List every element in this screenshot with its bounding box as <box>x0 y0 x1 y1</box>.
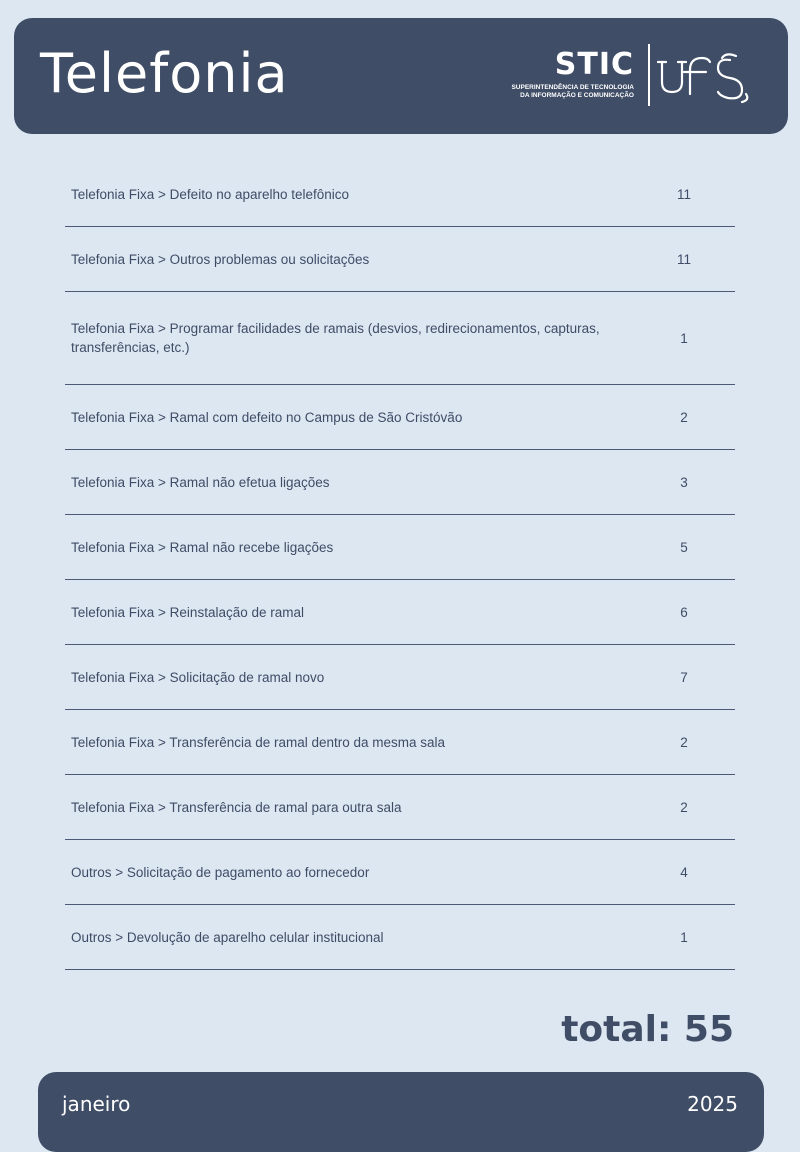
row-count: 2 <box>680 799 688 815</box>
table-row <box>65 905 735 970</box>
row-count: 11 <box>676 251 691 267</box>
stic-ufs-logo <box>511 42 760 108</box>
row-count: 3 <box>680 474 688 490</box>
header-banner <box>14 18 788 134</box>
row-label: Telefonia Fixa > Outros problemas ou solicitações <box>71 251 370 267</box>
logo-stic-text: STIC <box>554 47 634 82</box>
row-label: Telefonia Fixa > Transferência de ramal para outra sala <box>71 799 402 815</box>
table-row <box>65 385 735 450</box>
table-row <box>65 162 735 227</box>
row-count: 11 <box>676 186 691 202</box>
request-table <box>65 162 735 970</box>
footer-year: 2025 <box>687 1092 738 1116</box>
row-count: 1 <box>680 929 688 945</box>
logo-subtitle <box>511 84 634 100</box>
row-label: Telefonia Fixa > Solicitação de ramal novo <box>71 669 325 685</box>
row-label: Telefonia Fixa > Ramal não recebe ligações <box>71 539 334 555</box>
row-count: 6 <box>680 604 688 620</box>
row-count: 7 <box>680 669 688 685</box>
table-row <box>65 710 735 775</box>
logo-divider <box>648 44 650 106</box>
logo-subtitle-line1: SUPERINTENDÊNCIA DE TECNOLOGIA <box>511 84 634 91</box>
footer-banner <box>38 1072 764 1152</box>
table-row <box>65 292 735 385</box>
row-count: 1 <box>680 330 688 346</box>
logo-subtitle-line2: DA INFORMAÇÃO E COMUNICAÇÃO <box>520 92 634 99</box>
row-label: Telefonia Fixa > Programar facilidades de ramais (desvios, redirecionamentos, capturas, transferências, etc.) <box>71 321 600 355</box>
table-row <box>65 840 735 905</box>
table-row <box>65 580 735 645</box>
row-label: Outros > Devolução de aparelho celular institucional <box>71 929 384 945</box>
table-row <box>65 227 735 292</box>
row-count: 4 <box>680 864 688 880</box>
row-label: Telefonia Fixa > Ramal com defeito no Campus de São Cristóvão <box>71 409 463 425</box>
row-count: 2 <box>680 409 688 425</box>
row-label: Telefonia Fixa > Defeito no aparelho telefônico <box>71 186 350 202</box>
table-row <box>65 515 735 580</box>
row-label: Outros > Solicitação de pagamento ao fornecedor <box>71 864 370 880</box>
table-row <box>65 775 735 840</box>
footer-month: janeiro <box>62 1092 131 1116</box>
table-row <box>65 450 735 515</box>
row-label: Telefonia Fixa > Ramal não efetua ligações <box>71 474 330 490</box>
total-count: total: 55 <box>561 1009 734 1050</box>
row-label: Telefonia Fixa > Transferência de ramal dentro da mesma sala <box>71 734 446 750</box>
page-title: Telefonia <box>40 42 289 105</box>
row-count: 5 <box>680 539 688 555</box>
table-row <box>65 645 735 710</box>
ufs-logo-icon <box>656 48 760 104</box>
row-count: 2 <box>680 734 688 750</box>
row-label: Telefonia Fixa > Reinstalação de ramal <box>71 604 305 620</box>
